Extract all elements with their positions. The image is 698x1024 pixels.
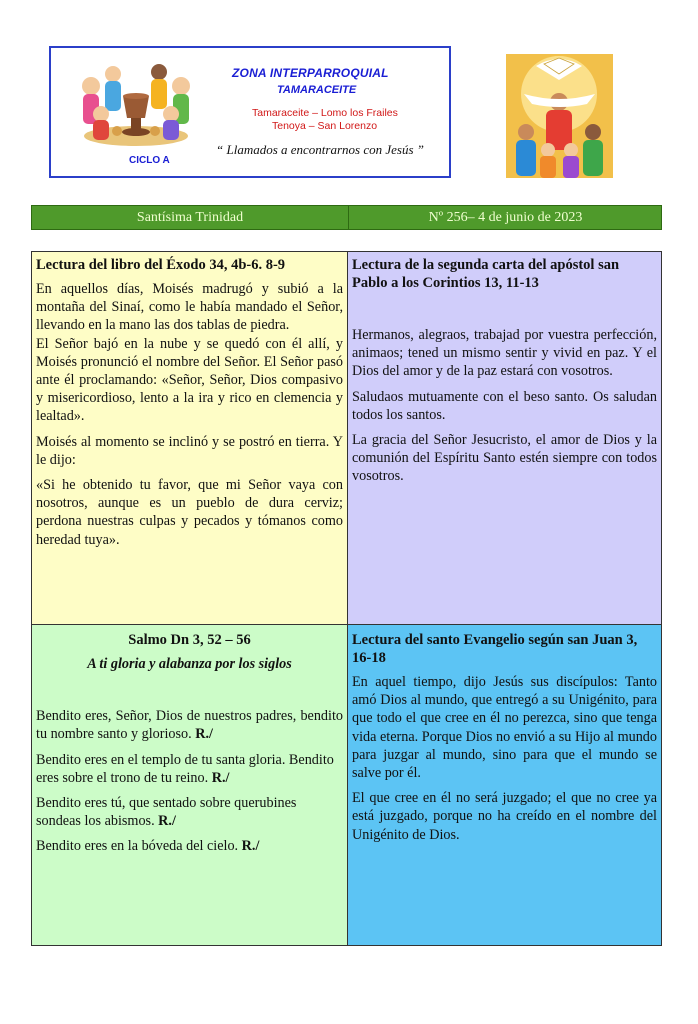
first-reading-paragraph: «Si he obtenido tu favor, que mi Señor vaya con nosotros, aunque es un pueblo de dura cerviz; perdona nuestras culpas y pecados y tómanos como heredad tuya». — [36, 477, 343, 548]
response-mark: R./ — [195, 726, 213, 743]
second-reading-paragraph: Hermanos, alegraos, trabajad por vuestra perfección, animaos; tened un mismo sentir y vivid en paz. Y el Dios del amor y de la paz estará con vosotros. — [352, 327, 657, 380]
second-reading-paragraph: Saludaos mutuamente con el beso santo. Os saludan todos los santos. — [352, 388, 657, 423]
gospel-title: Lectura del santo Evangelio según san Juan 3, 16-18 — [352, 632, 638, 666]
gospel-paragraph: En aquel tiempo, dijo Jesús sus discípulos: Tanto amó Dios al mundo, que entregó a su Unigénito, para que todo el que cree en él no perezca, sino que tenga vida eterna. Porque Dios no envió a su Hijo al mundo para juzgar al mundo, sino para que el mundo se salve por él. — [352, 674, 657, 782]
motto: “ Llamados a encontrarnos con Jesús ” — [216, 142, 425, 157]
liturgical-cycle: CICLO A — [129, 155, 170, 166]
parishes-line-2: Tenoya – San Lorenzo — [272, 120, 378, 132]
community-table-illustration — [71, 56, 201, 151]
response-mark: R./ — [241, 838, 260, 855]
first-reading-paragraph: El Señor bajó en la nube y se quedó con él allí, y Moisés pronunció el nombre del Señor. El Señor pasó ante él proclamando: «Señor, Señor, Dios compasivo y misericordioso, lento a la ira y rico en clemencia y lealtad». — [36, 335, 343, 425]
feast-name: Santísima Trinidad — [32, 206, 349, 229]
parishes-line-1: Tamaraceite – Lomo los Frailes — [252, 107, 398, 119]
response-mark: R./ — [158, 813, 176, 830]
second-reading-title: Lectura de la segunda carta del apóstol san Pablo a los Corintios 13, 11-13 — [352, 257, 620, 291]
psalm-verse: Bendito eres en la bóveda del cielo. R./ — [36, 838, 260, 855]
second-reading — [348, 252, 661, 625]
gospel-paragraph: El que cree en él no será juzgado; el que no cree ya está juzgado, porque no ha creído en el nombre del Unigénito de Dios. — [352, 790, 657, 843]
zone-subtitle: TAMARACEITE — [277, 84, 357, 96]
zone-title: ZONA INTERPARROQUIAL — [232, 66, 389, 80]
gospel — [348, 625, 661, 945]
second-reading-paragraph: La gracia del Señor Jesucristo, el amor de Dios y la comunión del Espíritu Santo estén siempre con todos vosotros. — [352, 432, 657, 485]
psalm-verse: Bendito eres en el templo de tu santa gloria. Bendito eres sobre el trono de tu reino. R./ — [36, 751, 334, 786]
responsorial-psalm — [32, 625, 348, 945]
bulletin-header — [49, 46, 451, 178]
response-mark: R./ — [211, 769, 230, 786]
psalm-verse: Bendito eres tú, que sentado sobre querubines sondeas los abismos. R./ — [36, 795, 297, 830]
feast-banner — [31, 205, 662, 230]
psalm-response: A ti gloria y alabanza por los siglos — [87, 656, 292, 672]
psalm-verse: Bendito eres, Señor, Dios de nuestros padres, bendito tu nombre santo y glorioso. R./ — [36, 708, 343, 743]
first-reading-title: Lectura del libro del Éxodo 34, 4b-6. 8-9 — [36, 257, 286, 273]
readings-grid — [31, 251, 662, 946]
trinity-illustration — [506, 54, 613, 178]
first-reading-paragraph: En aquellos días, Moisés madrugó y subió a la montaña del Sinaí, como le había mandado el Señor, llevando en la mano las dos tablas de piedra. — [36, 281, 343, 334]
issue-number-date: Nº 256– 4 de junio de 2023 — [428, 210, 583, 225]
first-reading-paragraph: Moisés al momento se inclinó y se postró en tierra. Y le dijo: — [36, 433, 343, 468]
first-reading — [32, 252, 348, 625]
psalm-title: Salmo Dn 3, 52 – 56 — [128, 632, 251, 648]
